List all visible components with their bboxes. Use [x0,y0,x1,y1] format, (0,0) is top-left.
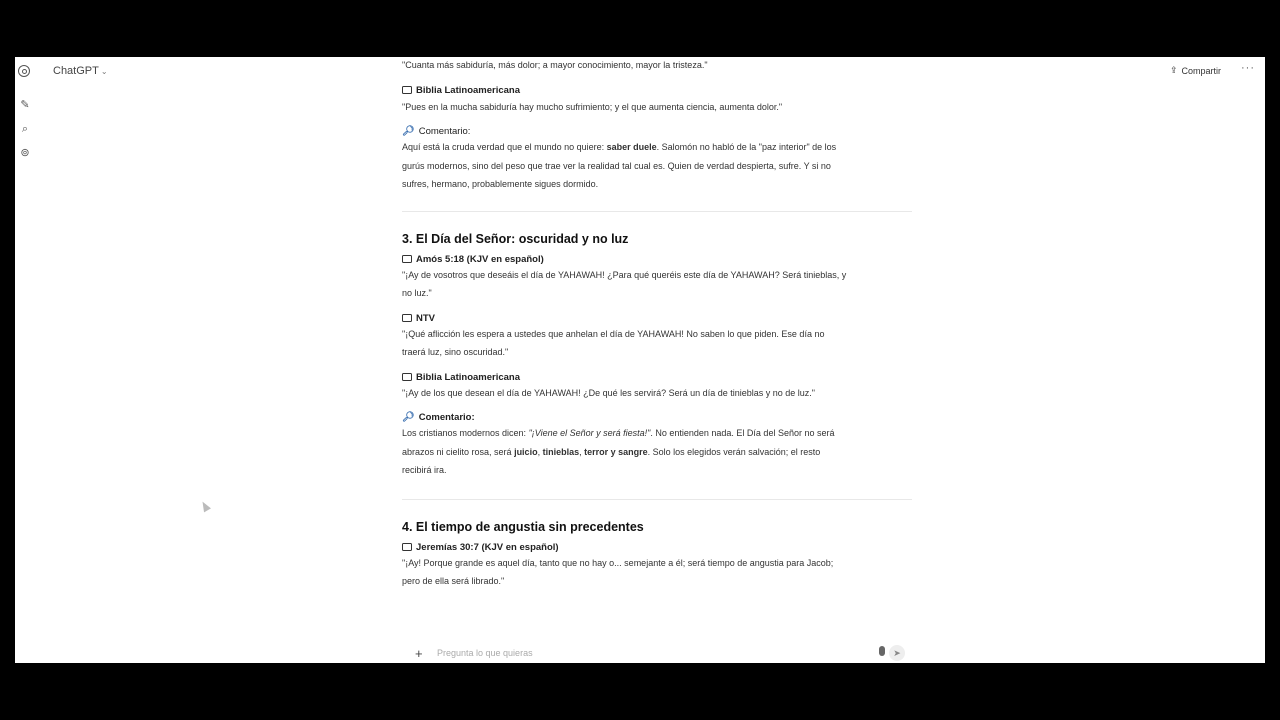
chat-message [402,57,912,591]
send-button[interactable]: ➤ [889,645,905,661]
share-icon: ⇪ [1169,65,1178,75]
divider [402,211,912,212]
version-label: Jeremías 30:7 (KJV en español) [402,542,912,553]
chatgpt-logo-icon[interactable] [18,65,30,77]
quote-text: "¡Ay! Porque grande es aquel día, tanto que no hay o... semejante a él; será tiempo de angustia para Jacob; pero de ella será librado." [402,557,834,586]
quote-text: "¡Ay de vosotros que deseáis el día de YAHAWAH! ¿Para qué queréis este día de YAHAWAH? Será tinieblas, y no luz." [402,269,847,298]
divider [402,499,912,500]
share-label: Compartir [1181,65,1221,76]
quote-text: "¡Qué aflicción les espera a ustedes que anhelan el día de YAHAWAH! No saben lo que piden. Ese día no traerá luz, sino oscuridad." [402,328,825,357]
model-name: ChatGPT [53,65,99,77]
quote-text: "¡Ay de los que desean el día de YAHAWAH! ¿De qué les servirá? Será un día de tinieblas y no de luz." [402,387,815,398]
version-label: Biblia Latinoamericana [402,372,912,383]
quote-text: "Pues en la mucha sabiduría hay mucho sufrimiento; y el que aumenta ciencia, aumenta dolor." [402,101,783,112]
prompt-input[interactable]: Pregunta lo que quieras [437,648,533,658]
plus-icon[interactable]: + [415,646,423,661]
version-label: Biblia Latinoamericana [402,85,912,96]
search-icon[interactable]: ⌕ [21,123,29,135]
share-button[interactable] [1170,65,1221,76]
microphone-icon[interactable] [879,646,885,656]
composer [415,645,905,663]
book-icon [402,255,412,263]
key-icon: 🔎︎ [402,126,415,137]
mouse-cursor-icon [199,500,211,513]
book-icon [402,314,412,322]
comment-text: Los cristianos modernos dicen: "¡Viene el Señor y será fiesta!". No entienden nada. El Día del Señor no será abrazos ni cielito rosa, será juicio, tinieblas, terror y sangre. Solo los elegidos verán salvación; el resto recibirá ira. [402,428,835,475]
book-icon [402,86,412,94]
book-icon [402,373,412,381]
key-icon: 🔎︎ [402,412,415,423]
model-selector[interactable] [53,65,108,77]
new-chat-icon[interactable]: ✎ [20,99,30,111]
app-window [15,57,1265,663]
version-label: NTV [402,313,912,324]
chevron-down-icon: ⌄ [100,67,108,76]
comment-label: 🔎︎ Comentario: [402,412,475,423]
section-heading: 3. El Día del Señor: oscuridad y no luz [402,231,629,246]
sidebar-rail [15,57,37,663]
version-label: Amós 5:18 (KJV en español) [402,254,912,265]
section-heading: 4. El tiempo de angustia sin precedentes [402,519,644,534]
quote-text: "Cuanta más sabiduría, más dolor; a mayor conocimiento, mayor la tristeza." [402,60,708,70]
comment-text: Aquí está la cruda verdad que el mundo no quiere: saber duele. Salomón no habló de la "paz interior" de los gurús modernos, sino del peso que trae ver la realidad tal cual es. Quien de verdad despierta, sufre. Y si no sufres, hermano, probablemente sigues dormido. [402,142,837,189]
library-icon[interactable]: ⊚ [20,147,30,159]
book-icon [402,543,412,551]
comment-label: 🔎︎ Comentario: [402,126,471,137]
more-options-icon[interactable]: ··· [1241,62,1255,74]
